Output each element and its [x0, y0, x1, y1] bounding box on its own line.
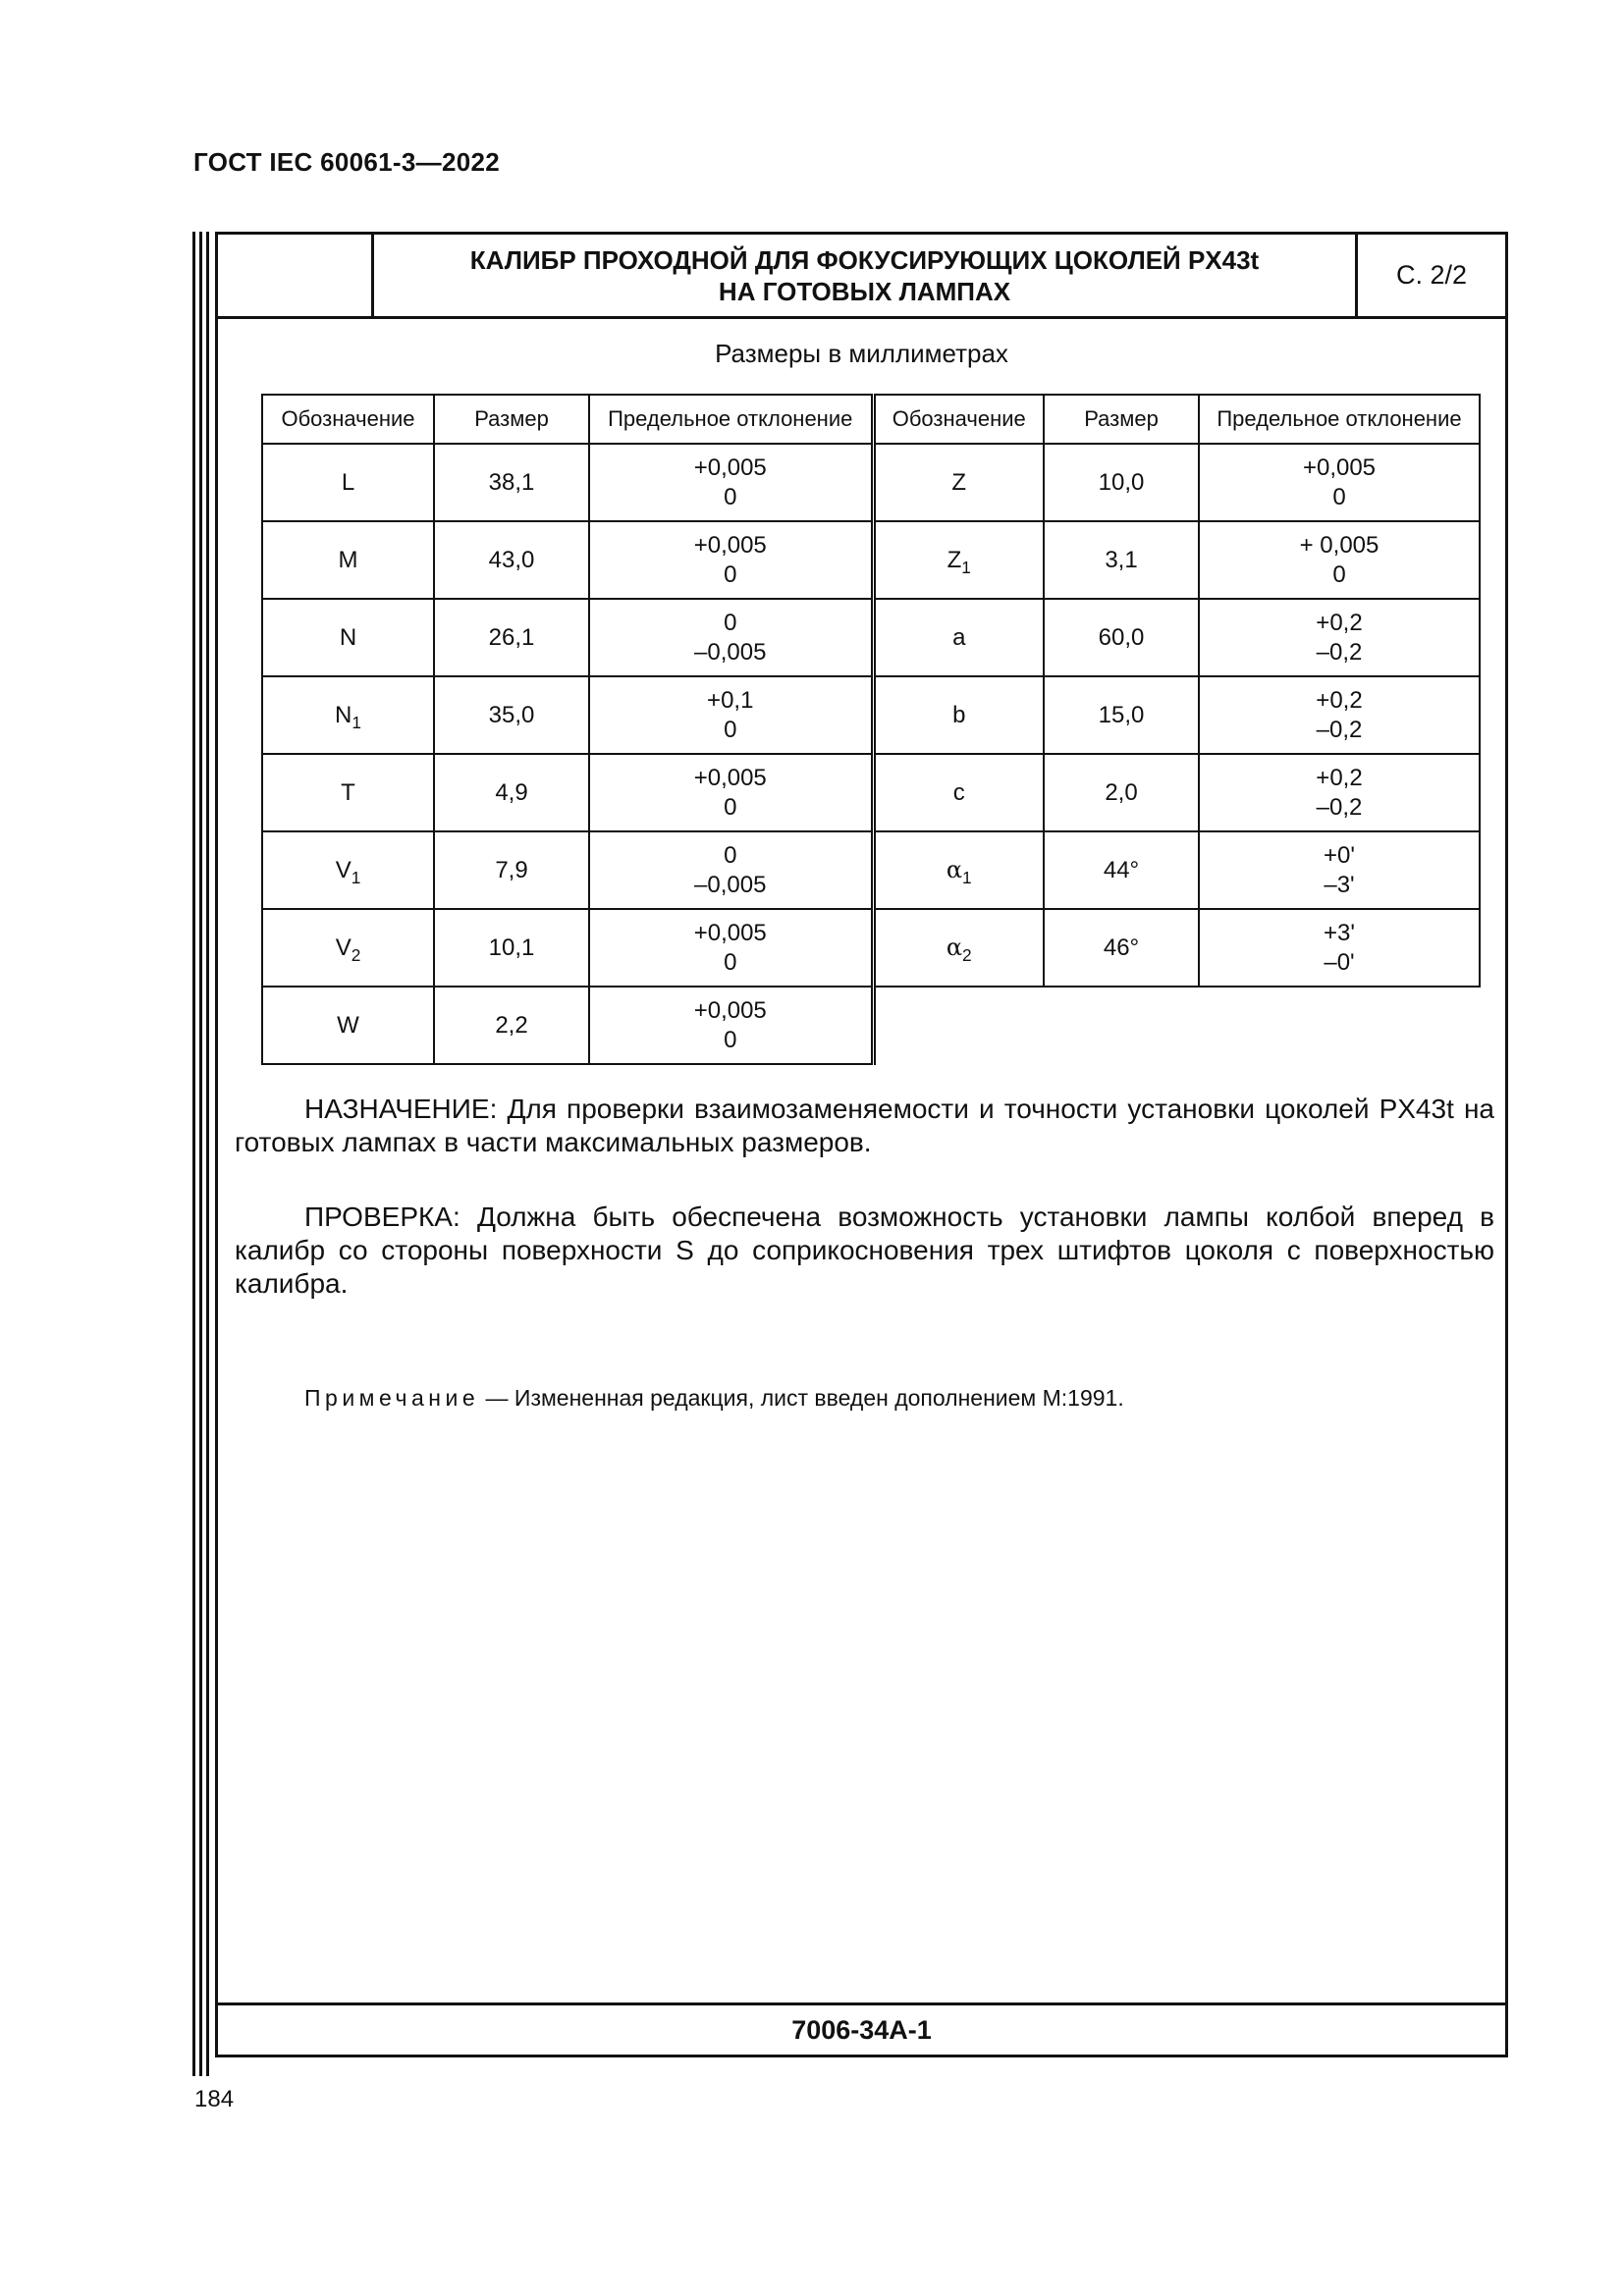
note-text: — Измененная редакция, лист введен дополнением M:1991.	[479, 1385, 1124, 1411]
designation-cell	[873, 444, 1044, 521]
column-header: Предельное отклонение	[589, 395, 873, 444]
designation-cell	[262, 521, 434, 599]
tolerance-upper: +0,2	[1316, 764, 1363, 791]
tolerance-upper: +0'	[1324, 841, 1355, 869]
note	[304, 1385, 1124, 1412]
column-header: Обозначение	[262, 395, 434, 444]
designation-cell	[873, 909, 1044, 987]
size-cell: 43,0	[434, 521, 589, 599]
binding-line	[199, 232, 202, 2076]
tolerance-cell	[1199, 909, 1480, 987]
designation-cell	[262, 987, 434, 1064]
tolerance-lower: –0,2	[1316, 716, 1363, 743]
size-cell: 35,0	[434, 676, 589, 754]
designation-symbol: a	[952, 623, 966, 651]
tolerance-cell	[589, 987, 873, 1064]
designation-symbol: b	[952, 701, 966, 728]
designation-subscript: 1	[352, 712, 361, 732]
tolerance-cell	[589, 521, 873, 599]
table-row	[262, 831, 1480, 909]
designation-cell	[262, 754, 434, 831]
tolerance-lower: –0,005	[694, 871, 767, 898]
purpose-paragraph	[235, 1093, 1494, 1159]
tolerance-lower: 0	[724, 948, 737, 976]
tolerance-cell	[1199, 676, 1480, 754]
tolerance-upper: +3'	[1324, 919, 1355, 946]
designation-cell	[262, 831, 434, 909]
tolerance-upper: 0	[724, 609, 737, 636]
designation-symbol: V	[335, 856, 352, 883]
tolerance-upper: +0,2	[1316, 686, 1363, 714]
table-row	[262, 987, 1480, 1064]
tolerance-lower: 0	[724, 1026, 737, 1053]
tolerance-cell	[589, 754, 873, 831]
tolerance-cell	[589, 444, 873, 521]
tolerance-upper: +0,2	[1316, 609, 1363, 636]
designation-subscript: 2	[351, 944, 361, 965]
note-label: Примечание	[304, 1385, 480, 1411]
designation-cell	[873, 599, 1044, 676]
size-cell: 2,0	[1044, 754, 1199, 831]
designation-symbol: W	[337, 1011, 359, 1039]
dimensions-table	[261, 394, 1481, 1065]
column-header: Предельное отклонение	[1199, 395, 1480, 444]
designation-symbol: Z	[951, 468, 967, 496]
designation-cell	[873, 831, 1044, 909]
tolerance-upper: +0,005	[693, 919, 767, 946]
table-row	[262, 754, 1480, 831]
tolerance-upper: +0,005	[693, 454, 767, 481]
column-header: Размер	[434, 395, 589, 444]
tolerance-lower: 0	[724, 716, 737, 743]
table-row	[262, 599, 1480, 676]
size-cell: 2,2	[434, 987, 589, 1064]
designation-subscript: 1	[961, 557, 971, 577]
sheet-page-ref: С. 2/2	[1395, 260, 1468, 290]
designation-symbol: M	[338, 546, 358, 573]
size-cell: 38,1	[434, 444, 589, 521]
designation-cell	[262, 909, 434, 987]
size-cell: 15,0	[1044, 676, 1199, 754]
designation-subscript: 1	[351, 867, 361, 887]
tolerance-cell	[589, 599, 873, 676]
check-text: ПРОВЕРКА: Должна быть обеспечена возможность установки лампы колбой вперед в калибр со стороны поверхности S до соприкосновения трех штифтов цоколя с поверхностью калибра.	[235, 1201, 1494, 1299]
tolerance-upper: +0,005	[693, 764, 767, 791]
table-row	[262, 444, 1480, 521]
designation-cell	[262, 444, 434, 521]
binding-line	[206, 232, 209, 2076]
tolerance-upper: + 0,005	[1299, 531, 1380, 559]
tolerance-cell	[589, 909, 873, 987]
tolerance-lower: 0	[724, 793, 737, 821]
size-cell: 60,0	[1044, 599, 1199, 676]
size-cell: 26,1	[434, 599, 589, 676]
tolerance-lower: 0	[724, 483, 737, 510]
sheet-header	[218, 235, 1505, 319]
sheet-title	[374, 235, 1358, 316]
designation-cell	[873, 676, 1044, 754]
designation-cell	[873, 754, 1044, 831]
table-row	[262, 521, 1480, 599]
sheet-title-line-1: КАЛИБР ПРОХОДНОЙ ДЛЯ ФОКУСИРУЮЩИХ ЦОКОЛЕЙ PX43t	[469, 244, 1260, 275]
tolerance-upper: +0,005	[693, 531, 767, 559]
designation-symbol: T	[341, 778, 355, 806]
header-blank-cell	[218, 235, 374, 316]
designation-cell	[262, 599, 434, 676]
designation-cell	[262, 676, 434, 754]
size-cell: 7,9	[434, 831, 589, 909]
sheet-frame	[215, 232, 1508, 2057]
purpose-text: НАЗНАЧЕНИЕ: Для проверки взаимозаменяемости и точности установки цоколей PX43t на готовых лампах в части максимальных размеров.	[235, 1094, 1494, 1157]
tolerance-lower: –3'	[1324, 871, 1355, 898]
document-id: ГОСТ IEC 60061-3—2022	[193, 147, 500, 177]
size-cell: 3,1	[1044, 521, 1199, 599]
tolerance-upper: 0	[724, 841, 737, 869]
tolerance-cell	[1199, 754, 1480, 831]
designation-cell	[873, 521, 1044, 599]
tolerance-cell	[1199, 599, 1480, 676]
column-header: Размер	[1044, 395, 1199, 444]
column-header: Обозначение	[873, 395, 1044, 444]
tolerance-cell	[1199, 444, 1480, 521]
tolerance-lower: –0,005	[694, 638, 767, 666]
tolerance-lower: 0	[1332, 561, 1346, 588]
size-cell: 4,9	[434, 754, 589, 831]
tolerance-cell	[1199, 831, 1480, 909]
tolerance-lower: 0	[724, 561, 737, 588]
tolerance-cell	[1199, 521, 1480, 599]
tolerance-cell	[589, 676, 873, 754]
designation-symbol: c	[952, 778, 965, 806]
units-caption: Размеры в миллиметрах	[715, 339, 1008, 368]
tolerance-upper: +0,1	[707, 686, 754, 714]
tolerance-lower: 0	[1332, 483, 1346, 510]
table-row	[262, 909, 1480, 987]
designation-symbol: Z	[947, 546, 962, 573]
tolerance-lower: –0'	[1324, 948, 1355, 976]
designation-symbol: α	[946, 934, 963, 961]
designation-symbol: N	[339, 623, 357, 651]
tolerance-lower: –0,2	[1316, 638, 1363, 666]
designation-symbol: α	[946, 856, 963, 883]
binding-line	[192, 232, 195, 2076]
tolerance-upper: +0,005	[1302, 454, 1377, 481]
check-paragraph	[235, 1201, 1494, 1301]
empty-cell	[873, 987, 1480, 1064]
size-cell: 10,0	[1044, 444, 1199, 521]
page-number: 184	[194, 2086, 235, 2112]
designation-symbol: N	[335, 701, 352, 728]
designation-subscript: 1	[962, 868, 972, 888]
tolerance-lower: –0,2	[1316, 793, 1363, 821]
size-cell: 46°	[1044, 909, 1199, 987]
designation-symbol: V	[335, 934, 352, 961]
tolerance-upper: +0,005	[693, 996, 767, 1024]
table-row	[262, 676, 1480, 754]
size-cell: 10,1	[434, 909, 589, 987]
tolerance-cell	[589, 831, 873, 909]
designation-subscript: 2	[962, 945, 972, 966]
designation-symbol: L	[341, 468, 355, 496]
table-header-row	[262, 395, 1480, 444]
sheet-title-line-2: НА ГОТОВЫХ ЛАМПАХ	[718, 276, 1011, 306]
size-cell: 44°	[1044, 831, 1199, 909]
sheet-code: 7006-34A-1	[218, 2002, 1505, 2055]
